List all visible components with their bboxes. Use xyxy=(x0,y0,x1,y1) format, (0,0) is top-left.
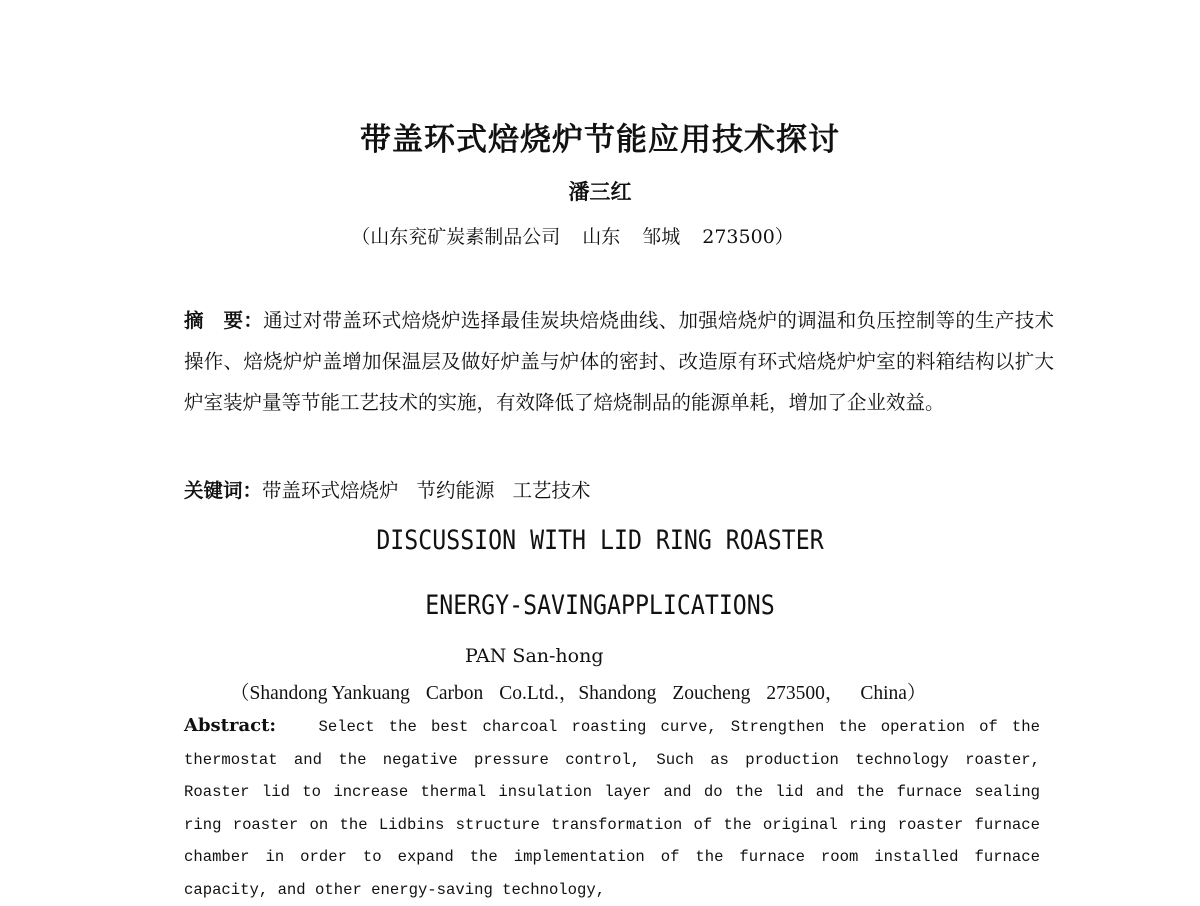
affiliation-en-carbon: Carbon xyxy=(425,683,484,704)
affiliation-en xyxy=(230,677,926,705)
keywords-cn xyxy=(184,475,609,503)
abstract-cn-label: 摘 要： xyxy=(184,309,264,332)
author-name-en: PAN San-hong xyxy=(465,645,604,667)
keyword-item: 带盖环式焙烧炉 xyxy=(262,479,399,502)
abstract-en xyxy=(184,710,1040,906)
affiliation-cn xyxy=(0,222,1145,249)
paper-title-en-line-2: ENERGY-SAVINGAPPLICATIONS xyxy=(425,590,775,621)
abstract-en-label: Abstract: xyxy=(184,715,277,736)
keyword-item: 工艺技术 xyxy=(512,479,591,502)
abstract-cn-text: 通过对带盖环式焙烧炉选择最佳炭块焙烧曲线、加强焙烧炉的调温和负压控制等的生产技术操作、焙烧炉炉盖增加保温层及做好炉盖与炉体的密封、改造原有环式焙烧炉炉室的料箱结构以扩大炉室装炉量等节能工艺技术的实施，有效降低了焙烧制品的能源单耗，增加了企业效益。 xyxy=(184,309,1054,414)
keywords-cn-label: 关键词： xyxy=(184,479,263,502)
affiliation-cn-company: （山东兖矿炭素制品公司 xyxy=(351,226,561,248)
affiliation-en-city: Zoucheng xyxy=(672,683,751,704)
affiliation-en-postcode: 273500， xyxy=(766,683,845,704)
affiliation-cn-province: 山东 xyxy=(582,226,621,248)
author-name-cn: 潘三红 xyxy=(568,180,632,204)
affiliation-en-company: （Shandong Yankuang xyxy=(230,683,410,704)
affiliation-cn-city: 邹城 xyxy=(642,226,681,248)
affiliation-cn-postcode: 273500） xyxy=(702,226,794,248)
keyword-item: 节约能源 xyxy=(416,479,495,502)
paper-title-en-line-1: DISCUSSION WITH LID RING ROASTER xyxy=(376,525,824,556)
abstract-en-text: Select the best charcoal roasting curve, Strengthen the operation of the thermostat and the negative pressure control, Such as production technology roaster, Roaster lid to increase thermal insulation layer and do the lid and the furnace sealing ring roaster on the Lidbins structure transformation of the original ring roaster furnace chamber in order to expand the implementation of the furnace room installed furnace capacity, and other energy-saving technology, xyxy=(184,718,1040,899)
abstract-cn xyxy=(184,300,1054,423)
affiliation-en-country: China） xyxy=(860,683,927,704)
affiliation-en-ltd: Co.Ltd.，Shandong xyxy=(499,683,657,704)
paper-title-cn: 带盖环式焙烧炉节能应用技术探讨 xyxy=(360,122,840,158)
